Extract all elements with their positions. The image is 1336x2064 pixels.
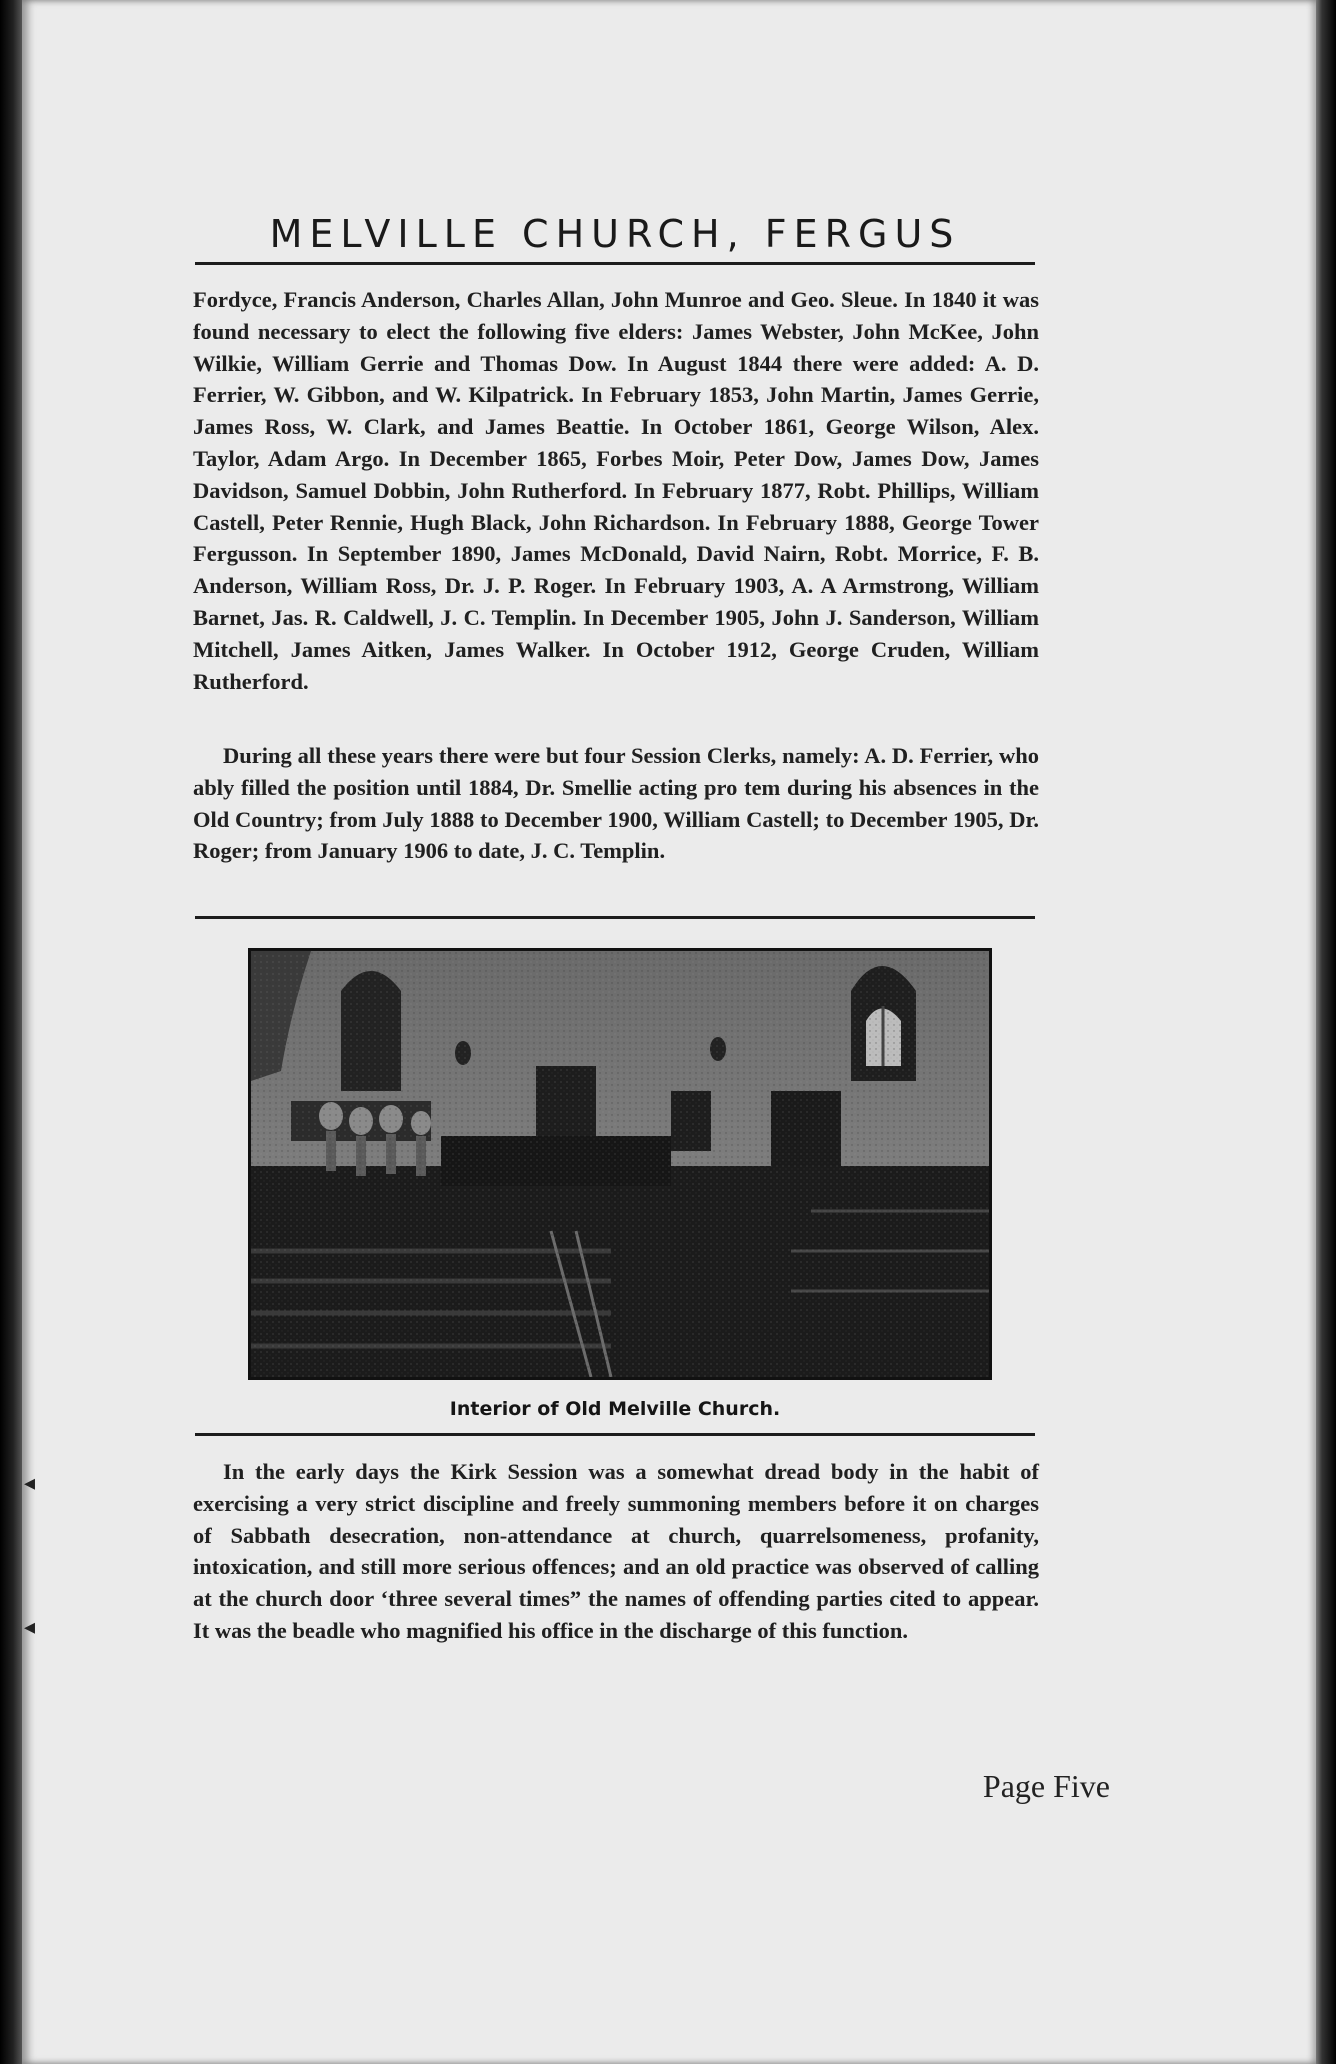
page-number: Page Five bbox=[982, 1768, 1110, 1804]
margin-mark: ◂ bbox=[24, 1470, 36, 1495]
church-interior-illustration bbox=[251, 951, 989, 1377]
kirk-session-paragraph: In the early days the Kirk Session was a somewhat dread body in the habit of exercising a very strict discipline and freely summoning members before it on charges of Sabbath desecration, non-attendance at church, quarrelsomeness, profanity, intoxication, and still more serious offences; and an old practice was observed of calling at the church door ‘three several times” the names of offending parties cited to appear. It was the beadle who magnified his office in the discharge of this function. bbox=[193, 1459, 1039, 1643]
margin-mark: ◂ bbox=[24, 1614, 36, 1639]
photo-caption: Interior of Old Melville Church. bbox=[449, 1398, 781, 1420]
header-rule bbox=[195, 262, 1035, 265]
church-interior-photo bbox=[248, 948, 992, 1380]
session-clerks-paragraph: During all these years there were but four Session Clerks, namely: A. D. Ferrier, who ably filled the position until 1884, Dr. Smellie acting pro tem during his absences in the Old Country; from July 1888 to December 1900, William Castell; to December 1905, Dr. Roger; from January 1906 to date, J. C. Templin. bbox=[193, 743, 1039, 864]
scan-left-edge bbox=[0, 0, 22, 2064]
page-header-title: MELVILLE CHURCH, FERGUS bbox=[269, 212, 961, 256]
caption-rule bbox=[195, 1433, 1035, 1436]
scan-right-edge bbox=[1316, 0, 1336, 2064]
elders-list-paragraph: Fordyce, Francis Anderson, Charles Allan, John Munroe and Geo. Sleue. In 1840 it was found necessary to elect the following five elders: James Webster, John McKee, John Wilkie, William Gerrie and Thomas Dow. In August 1844 there were added: A. D. Ferrier, W. Gibbon, and W. Kilpatrick. In February 1853, John Martin, James Gerrie, James Ross, W. Clark, and James Beattie. In October 1861, George Wilson, Alex. Taylor, Adam Argo. In December 1865, Forbes Moir, Peter Dow, James Dow, James Davidson, Samuel Dobbin, John Rutherford. In February 1877, Robt. Phillips, William Castell, Peter Rennie, Hugh Black, John Richardson. In February 1888, George Tower Fergusson. In September 1890, James McDonald, David Nairn, Robt. Morrice, F. B. Anderson, William Ross, Dr. J. P. Roger. In February 1903, A. A Armstrong, William Barnet, Jas. R. Caldwell, J. C. Templin. In December 1905, John J. Sanderson, William Mitchell, James Aitken, James Walker. In October 1912, George Cruden, William Rutherford. bbox=[193, 287, 1039, 694]
section-rule bbox=[195, 916, 1035, 919]
